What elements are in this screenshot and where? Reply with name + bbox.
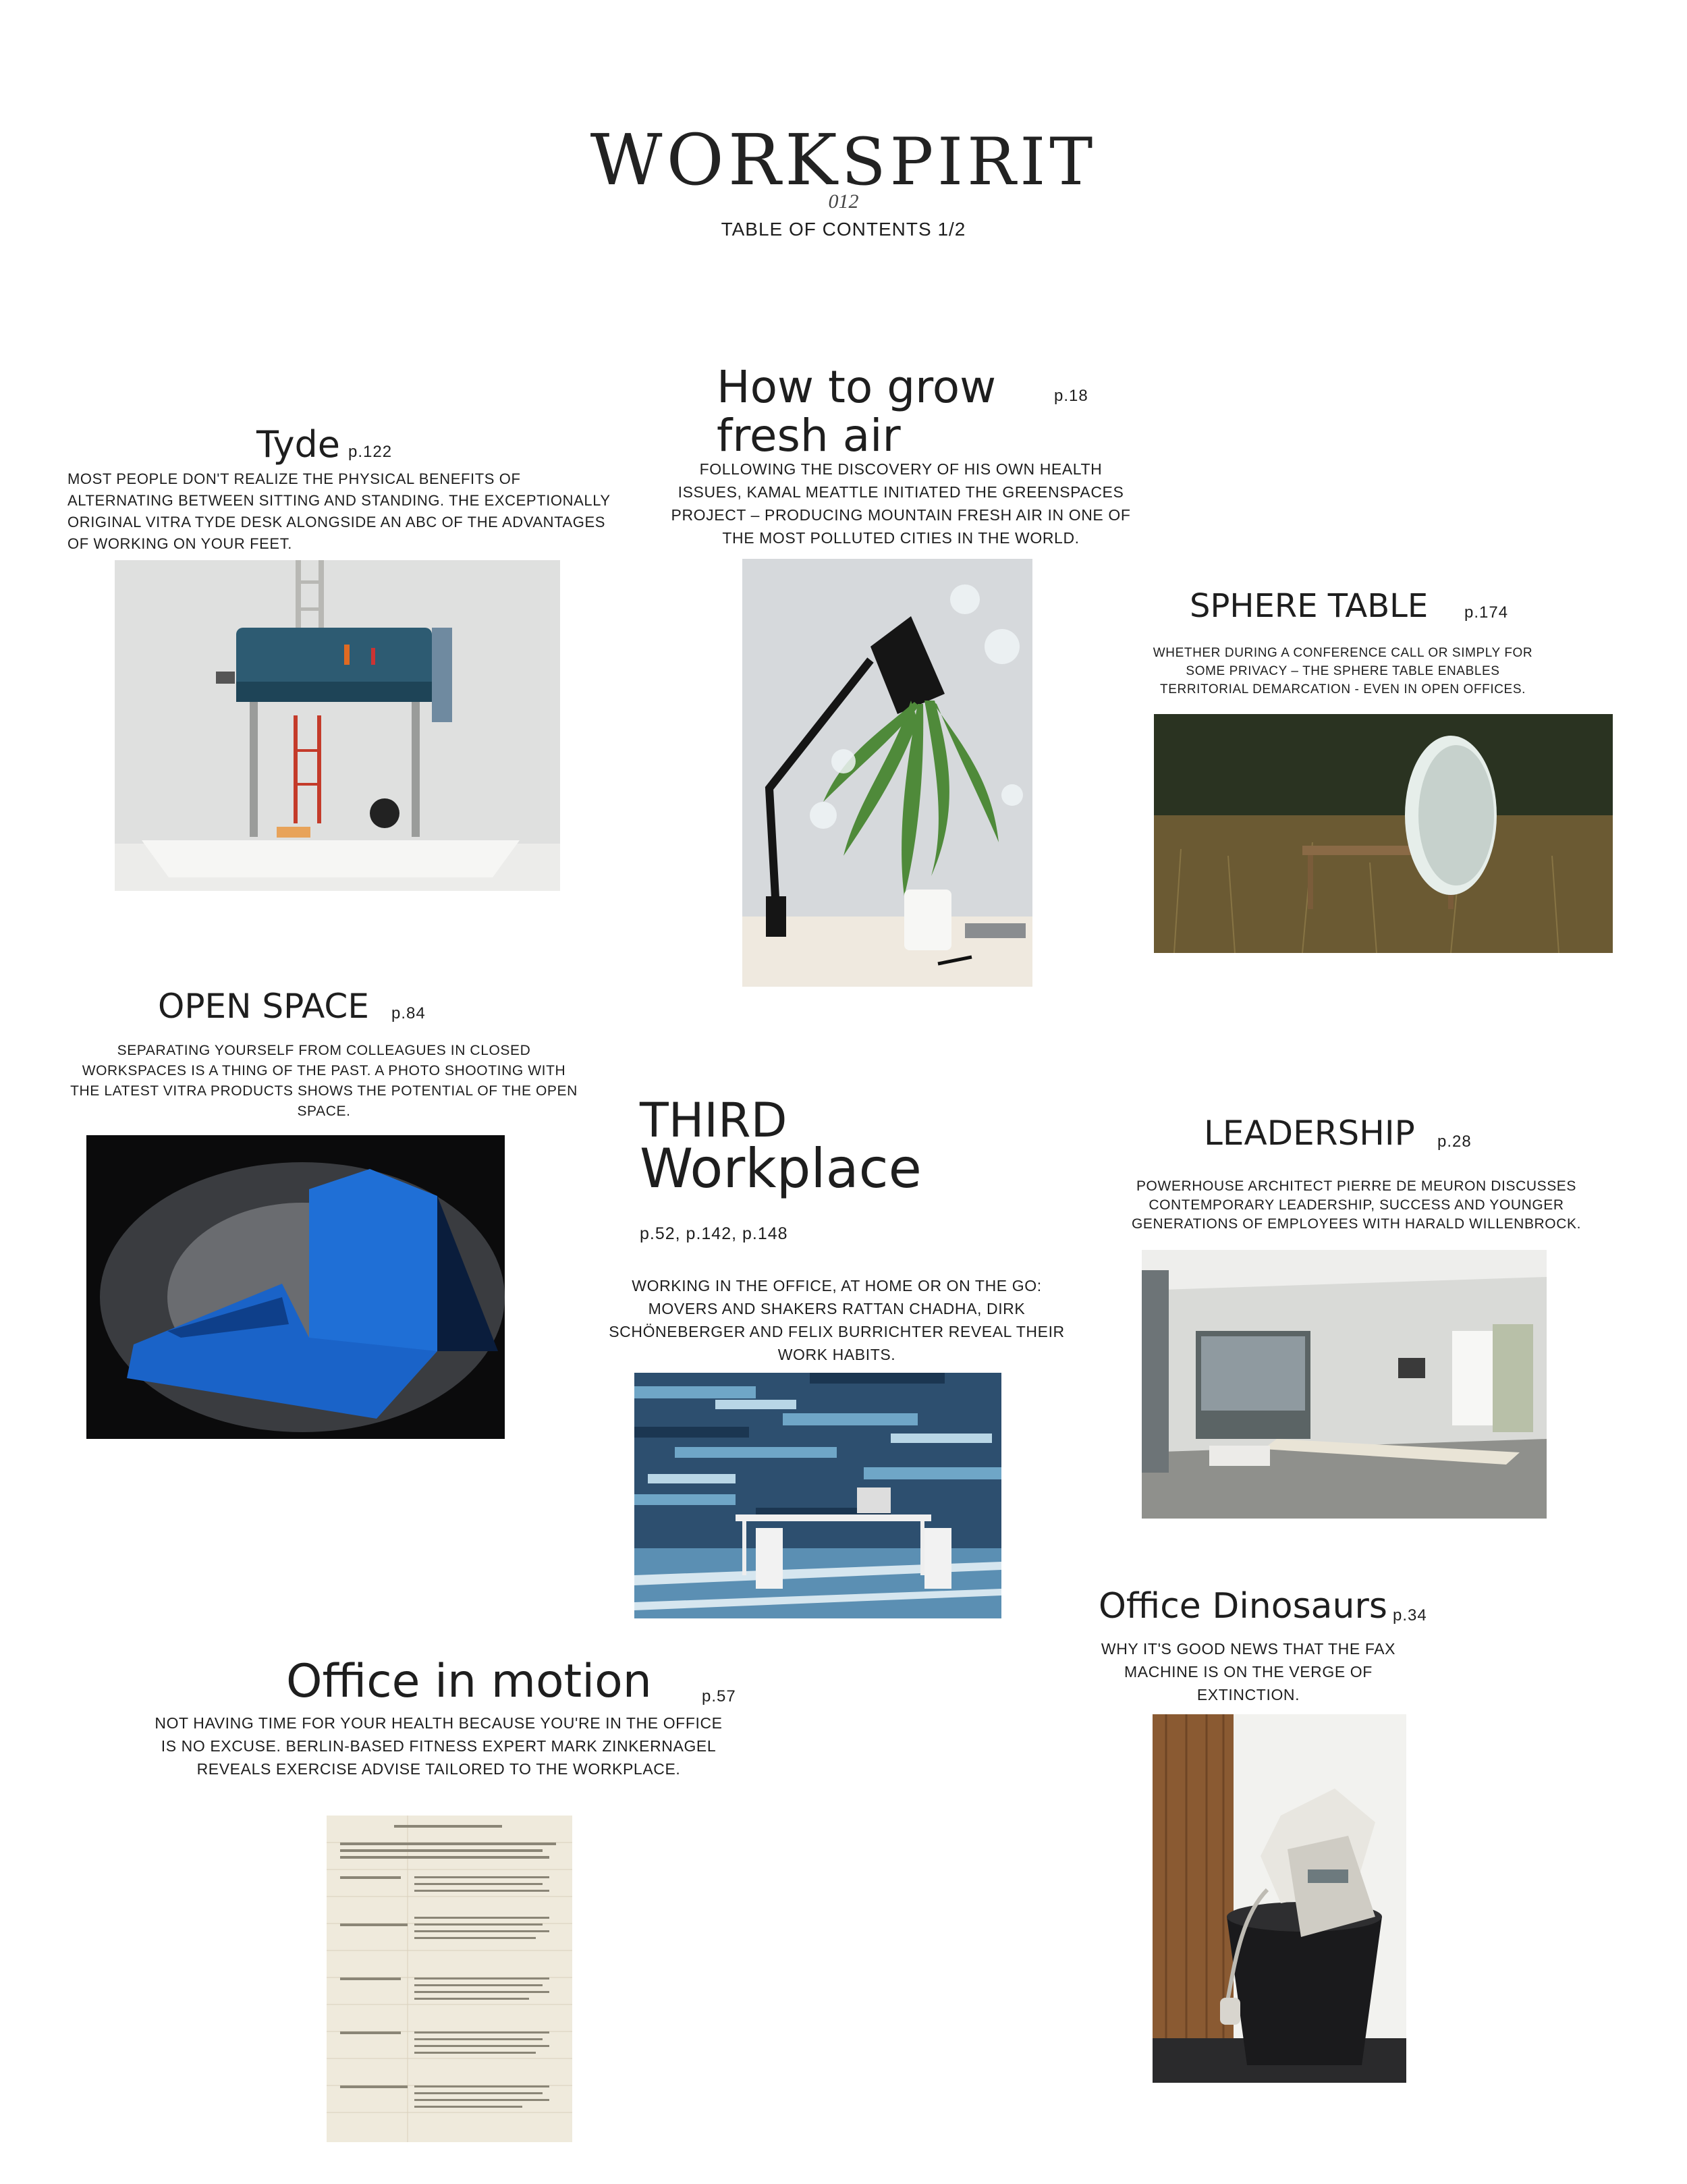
- open-space-blue-sculpture-photo: [86, 1135, 505, 1439]
- issue-number: 012: [828, 190, 859, 213]
- tyde-title[interactable]: Tyde: [256, 423, 341, 466]
- office-dinosaurs-page-number[interactable]: p.34: [1393, 1606, 1427, 1625]
- masthead-word-work: WORK: [590, 119, 841, 201]
- third-workplace-title[interactable]: THIRD Workplace: [640, 1093, 922, 1200]
- leadership-office-photo: [1142, 1250, 1547, 1519]
- table-of-contents-label: TABLE OF CONTENTS 1/2: [721, 219, 966, 240]
- sphere-table-description: WHETHER DURING A CONFERENCE CALL OR SIMPLY FOR SOME PRIVACY – THE SPHERE TABLE ENABLES TERRITORIAL DEMARCATION - EVEN IN OPEN OFFICES.: [1153, 646, 1533, 697]
- tyde-page-number[interactable]: p.122: [348, 443, 393, 461]
- office-in-motion-exercise-sheet-photo: [327, 1816, 572, 2142]
- office-dinosaurs-title[interactable]: Office Dinosaurs: [1099, 1586, 1387, 1627]
- tyde-desk-photo: [115, 560, 560, 891]
- third-workplace-description: WORKING IN THE OFFICE, AT HOME OR ON THE GO: MOVERS AND SHAKERS RATTAN CHADHA, DIRK SCHÖNEBERGER AND FELIX BURRICHTER REVEAL THEIR WORK HABITS.: [609, 1277, 1065, 1363]
- open-space-description: SEPARATING YOURSELF FROM COLLEAGUES IN CLOSED WORKSPACES IS A THING OF THE PAST. A PHOTO SHOOTING WITH THE LATEST VITRA PRODUCTS SHOWS THE POTENTIAL OF THE OPEN SPACE.: [70, 1043, 578, 1119]
- sphere-table-page-number[interactable]: p.174: [1464, 603, 1509, 622]
- leadership-description: POWERHOUSE ARCHITECT PIERRE DE MEURON DISCUSSES CONTEMPORARY LEADERSHIP, SUCCESS AND YOUNGER GENERATIONS OF EMPLOYEES WITH HARALD WILLENBROCK.: [1131, 1178, 1582, 1232]
- office-in-motion-page-number[interactable]: p.57: [702, 1687, 736, 1705]
- sphere-table-title[interactable]: SPHERE TABLE: [1190, 587, 1429, 625]
- fresh-air-page-number[interactable]: p.18: [1054, 387, 1088, 405]
- office-in-motion-title[interactable]: Office in motion: [286, 1655, 652, 1708]
- third-workplace-page-numbers[interactable]: p.52, p.142, p.148: [640, 1224, 788, 1243]
- sphere-table-meadow-photo: [1154, 714, 1613, 953]
- tyde-description: MOST PEOPLE DON'T REALIZE THE PHYSICAL BENEFITS OF ALTERNATING BETWEEN SITTING AND STANDING. THE EXCEPTIONALLY ORIGINAL VITRA TYDE DESK ALONGSIDE AN ABC OF THE ADVANTAGES OF WORKING ON YOUR FEET.: [67, 470, 611, 552]
- fresh-air-plant-lamp-photo: [742, 559, 1032, 987]
- office-dinosaurs-description: WHY IT'S GOOD NEWS THAT THE FAX MACHINE IS ON THE VERGE OF EXTINCTION.: [1101, 1640, 1396, 1703]
- third-workplace-office-photo: [634, 1373, 1001, 1618]
- open-space-page-number[interactable]: p.84: [391, 1004, 426, 1022]
- fresh-air-description: FOLLOWING THE DISCOVERY OF HIS OWN HEALTH ISSUES, KAMAL MEATTLE INITIATED THE GREENSPACES PROJECT – PRODUCING MOUNTAIN FRESH AIR IN ONE OF THE MOST POLLUTED CITIES IN THE WORLD.: [671, 460, 1131, 547]
- office-dinosaurs-fax-bin-photo: [1153, 1714, 1406, 2083]
- leadership-page-number[interactable]: p.28: [1437, 1132, 1472, 1151]
- leadership-title[interactable]: LEADERSHIP: [1204, 1114, 1415, 1153]
- masthead-word-spirit: SPIRIT: [841, 124, 1097, 200]
- fresh-air-title[interactable]: How to grow fresh air: [717, 361, 997, 462]
- office-in-motion-description: NOT HAVING TIME FOR YOUR HEALTH BECAUSE YOU'RE IN THE OFFICE IS NO EXCUSE. BERLIN-BASED FITNESS EXPERT MARK ZINKERNAGEL REVEALS EXERCISE ADVISE TAILORED TO THE WORKPLACE.: [155, 1714, 723, 1778]
- open-space-title[interactable]: OPEN SPACE: [158, 987, 369, 1026]
- magazine-masthead: [0, 119, 1687, 201]
